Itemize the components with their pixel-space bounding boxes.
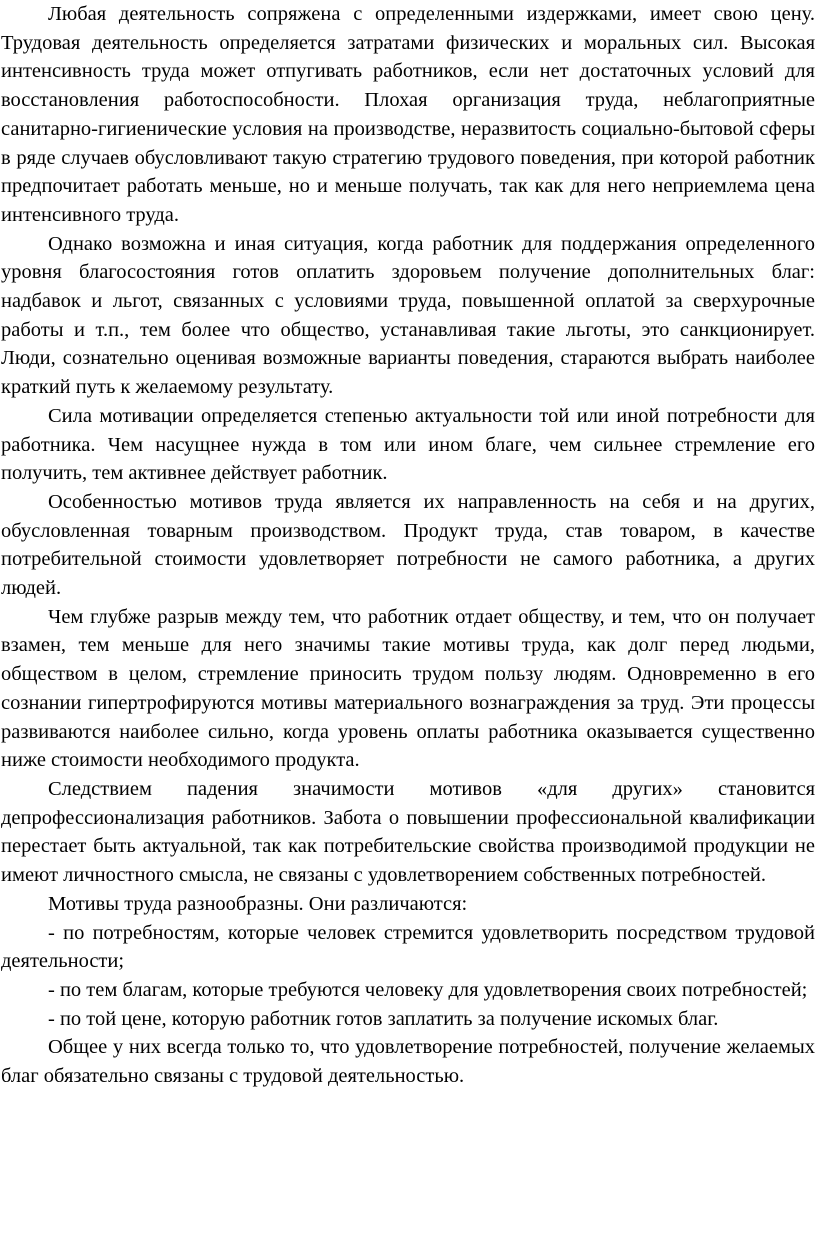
- list-item-price: - по той цене, которую работник готов заплатить за получение искомых благ.: [48, 1007, 719, 1030]
- paragraph-motives-intro: Мотивы труда разнообразны. Они различаются:: [48, 892, 468, 915]
- paragraph-work-cost: Любая деятельность сопряжена с определенными издержками, имеет свою цену. Трудовая деятельность определяется затратами физических и моральных сил. Высокая интенсивность труда может отпугивать работников, если нет достаточных условий для восстановления работоспособности. Плохая организация труда, неблагоприятные санитарно-гигиенические условия на производстве, неразвитость социально-бытовой сферы в ряде случаев обусловливают такую стратегию трудового поведения, при которой работник предпочитает работать меньше, но и меньше получать, так как для него неприемлема цена интенсивного труда.: [1, 3, 815, 226]
- list-item-goods: - по тем благам, которые требуются человеку для удовлетворения своих потребностей;: [48, 978, 808, 1001]
- paragraph-deprofessionalization: Следствием падения значимости мотивов «для других» становится депрофессионализация работников. Забота о повышении профессиональной квалификации перестает быть актуальной, так как потребительские свойства производимой продукции не имеют личностного смысла, не связаны с удовлетворением собственных потребностей.: [1, 777, 815, 887]
- paragraph-alternative-situation: Однако возможна и иная ситуация, когда работник для поддержания определенного уровня благосостояния готов оплатить здоровьем получение дополнительных благ: надбавок и льгот, связанных с условиями труда, повышенной оплатой за сверхурочные работы и т.п., тем более что общество, устанавливая такие льготы, это санкционирует. Люди, сознательно оценивая возможные варианты поведения, стараются выбрать наиболее краткий путь к желаемому результату.: [1, 232, 815, 399]
- paragraph-gap-effects: Чем глубже разрыв между тем, что работник отдает обществу, и тем, что он получает взамен, тем меньше для него значимы такие мотивы труда, как долг перед людьми, обществом в целом, стремление приносить трудом пользу людям. Одновременно в его сознании гипертрофируются мотивы материального вознаграждения за труд. Эти процессы развиваются наиболее сильно, когда уровень оплаты работника оказывается существенно ниже стоимости необходимого продукта.: [1, 605, 815, 772]
- paragraph-conclusion: Общее у них всегда только то, что удовлетворение потребностей, получение желаемых благ обязательно связаны с трудовой деятельностью.: [1, 1036, 815, 1088]
- paragraph-motive-orientation: Особенностью мотивов труда является их направленность на себя и на других, обусловленная товарным производством. Продукт труда, став товаром, в качестве потребительной стоимости удовлетворяет потребности не самого работника, а других людей.: [1, 490, 815, 600]
- paragraph-motivation-strength: Сила мотивации определяется степенью актуальности той или иной потребности для работника. Чем насущнее нужда в том или ином благе, чем сильнее стремление его получить, тем активнее действует работник.: [1, 404, 815, 485]
- list-item-needs: - по потребностям, которые человек стремится удовлетворить посредством трудовой деятельности;: [1, 921, 815, 973]
